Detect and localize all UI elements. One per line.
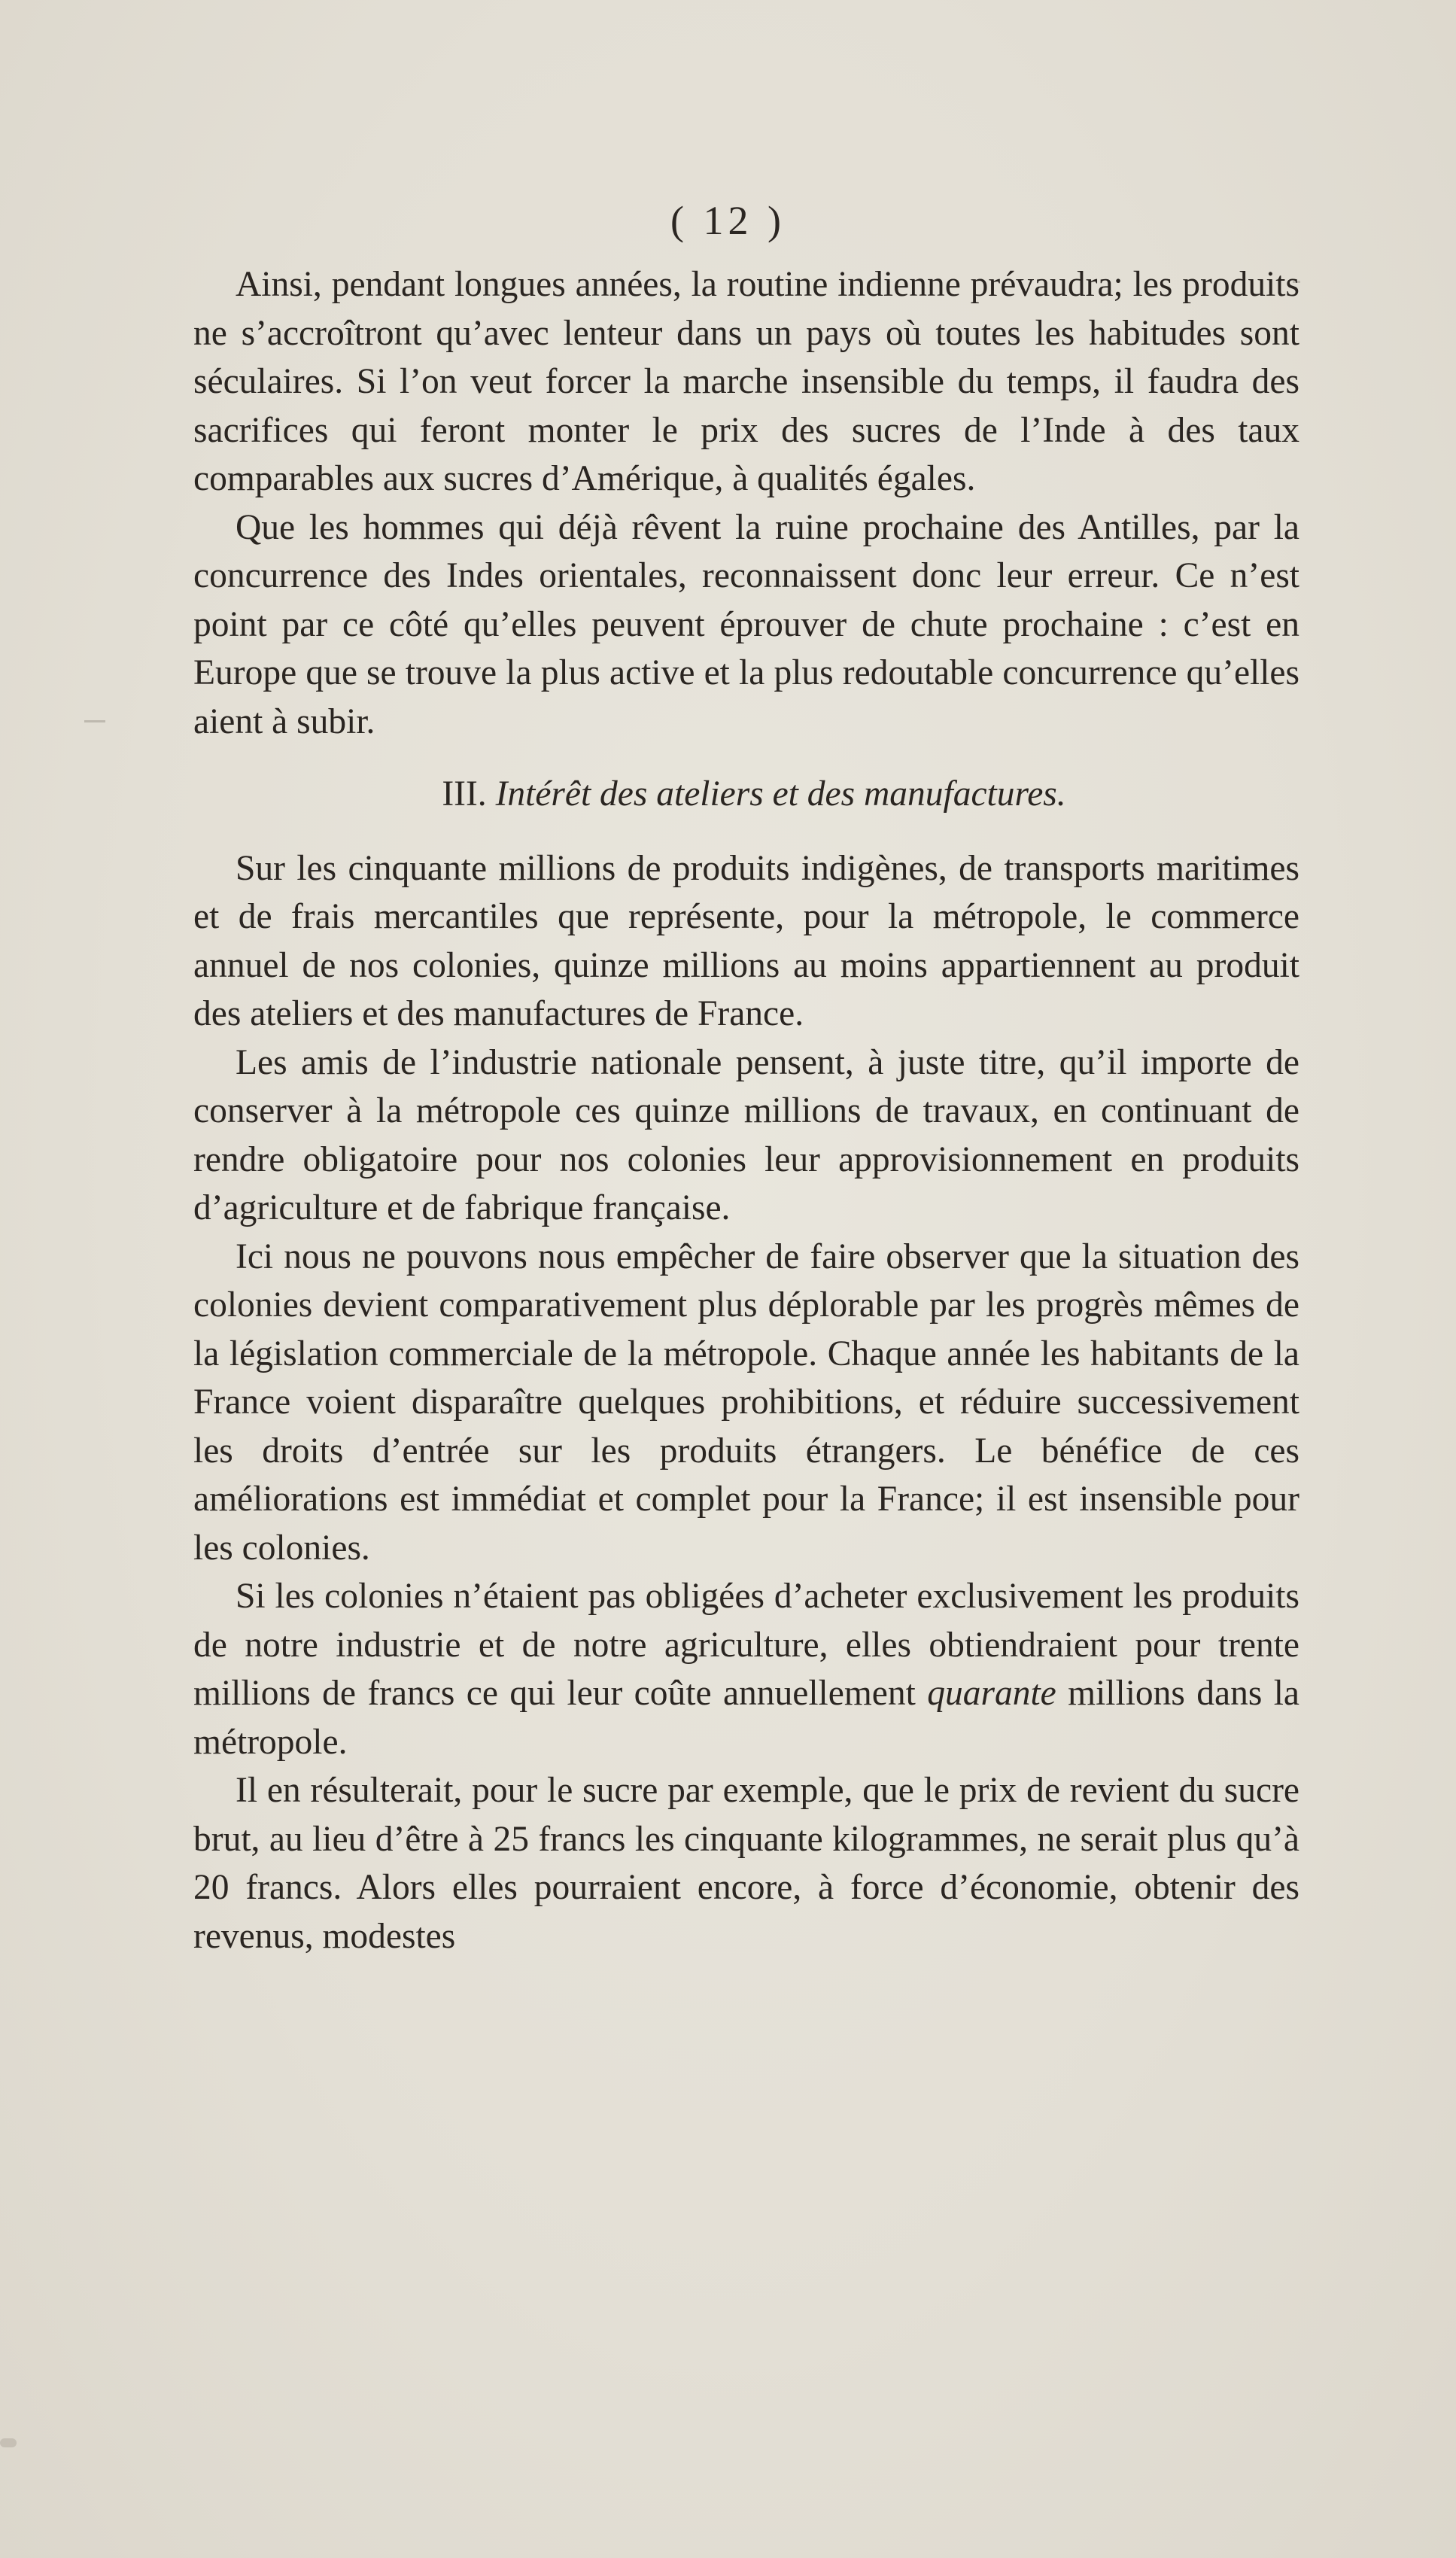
paragraph: Les amis de l’industrie nationale pensent, à juste titre, qu’il importe de conserver à la métropole ces quinze millions de travaux, en continuant de rendre obligatoire pour nos colonies leur approvisionnement en produits d’agriculture et de fabrique française.	[193, 1042, 1299, 1227]
paragraph: Sur les cinquante millions de produits indigènes, de transports maritimes et de frais mercantiles que représente, pour la métropole, le commerce annuel de nos colonies, quinze millions au moins appartiennent au produit des ateliers et des manufactures de France.	[193, 848, 1299, 1033]
margin-mark	[84, 720, 105, 722]
section-heading	[193, 770, 1299, 819]
paragraph-text: Si les colonies n’étaient pas obligées d’acheter exclusivement les produits de notre industrie et de notre agriculture, elles obtiendraient pour trente millions de francs ce qui leur coûte annuellement	[193, 1577, 1299, 1713]
section-numeral: III.	[442, 774, 487, 814]
paragraph-text: millions dans la métropole.	[193, 1674, 1300, 1762]
paragraph: Que les hommes qui déjà rêvent la ruine prochaine des Antilles, par la concurrence des Indes orientales, reconnaissent donc leur erreur. Ce n’est point par ce côté qu’elles peuvent éprouver de chute prochaine : c’est en Europe que se trouve la plus active et la plus redoutable concurrence qu’elles aient à subir.	[193, 507, 1299, 741]
section-title: Intérêt des ateliers et des manufactures.	[495, 774, 1066, 814]
page-number: ( 12 )	[670, 198, 786, 243]
paragraph: Ici nous ne pouvons nous empêcher de faire observer que la situation des colonies devient comparativement plus déplorable par les progrès mêmes de la législation commerciale de la métropole. Chaque année les habitants de la France voient disparaître quelques prohibitions, et réduire successivement les droits d’entrée sur les produits étrangers. Le bénéfice de ces améliorations est immédiat et complet pour la France; il est insensible pour les colonies.	[193, 1236, 1299, 1568]
body-text	[193, 260, 1299, 1960]
emphasis-text: quarante	[927, 1674, 1056, 1713]
paragraph: Il en résulterait, pour le sucre par exemple, que le prix de revient du sucre brut, au lieu d’être à 25 francs les cinquante kilogrammes, ne serait plus qu’à 20 francs. Alors elles pourraient encore, à force d’économie, obtenir des revenus, modestes	[193, 1771, 1299, 1956]
paragraph	[193, 1572, 1299, 1766]
paragraph: Ainsi, pendant longues années, la routine indienne prévaudra; les produits ne s’accroîtront qu’avec lenteur dans un pays où toutes les habitudes sont séculaires. Si l’on veut forcer la marche insensible du temps, il faudra des sacrifices qui feront monter le prix des sucres de l’Inde à des taux comparables aux sucres d’Amérique, à qualités égales.	[193, 265, 1299, 498]
paper-speck	[0, 2438, 17, 2447]
